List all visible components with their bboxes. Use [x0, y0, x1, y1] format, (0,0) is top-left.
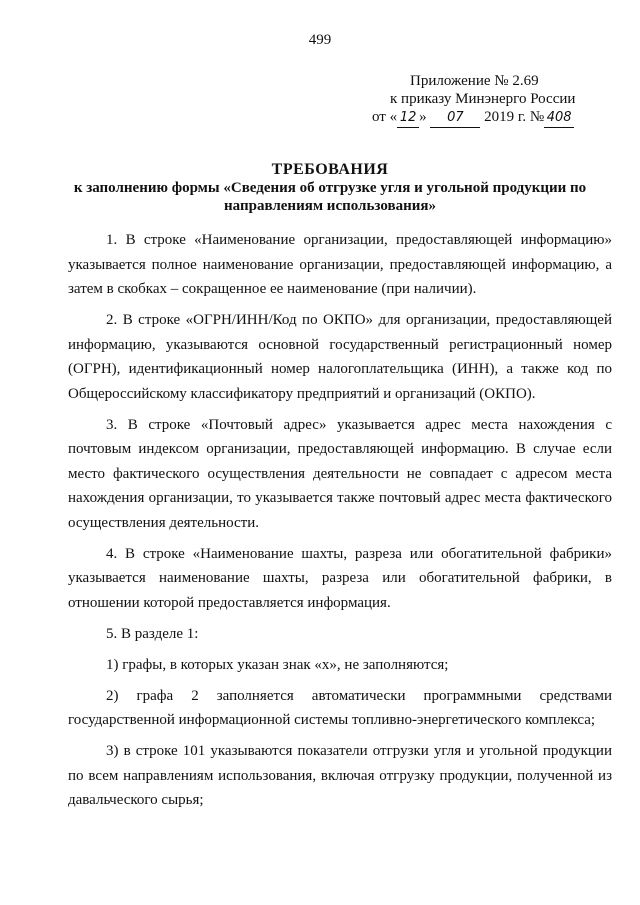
paragraph-5-item-1: 1) графы, в которых указан знак «x», не заполняются;: [106, 656, 449, 673]
paragraph-4: 4. В строке «Наименование шахты, разреза или обогатительной фабрики» указывается наименование шахты, разреза или обогатительной фабрики, в отношении которой предоставляется информация.: [68, 545, 612, 611]
handwritten-month: 07: [430, 109, 480, 128]
paragraph-3: 3. В строке «Почтовый адрес» указывается адрес места нахождения с почтовым индексом организации, предоставляющей информацию. В случае если место фактического осуществления деятельности не совпадает с адресом места нахождения организации, то указывается также почтовый адрес места фактического осуществления деятельности.: [68, 416, 612, 531]
paragraph-5-item-3: 3) в строке 101 указываются показатели отгрузки угля и угольной продукции по всем направлениям использования, включая отгрузку продукции, полученной из давальческого сырья;: [68, 743, 612, 808]
title-main: ТРЕБОВАНИЯ: [271, 161, 389, 178]
date-prefix: от «: [372, 109, 398, 125]
appendix-order-ref: к приказу Минэнерго России: [390, 91, 576, 107]
handwritten-order-number: 408: [544, 109, 574, 128]
appendix-date-line: [372, 108, 622, 128]
date-year: 2019 г. №: [480, 109, 545, 125]
title-subtitle-line1: к заполнению формы «Сведения об отгрузке угля и угольной продукции по: [73, 180, 587, 196]
title-subtitle-line2: направлениям использования»: [224, 198, 436, 214]
appendix-title: Приложение № 2.69: [410, 73, 539, 89]
date-mid: »: [419, 109, 431, 125]
paragraph-2: 2. В строке «ОГРН/ИНН/Код по ОКПО» для организации, предоставляющей информацию, указываются основной государственный регистрационный номер (ОГРН), идентификационный номер налогоплательщика (ИНН), а также код по Общероссийскому классификатору предприятий и организаций (ОКПО).: [68, 312, 612, 402]
document-title: [40, 161, 620, 215]
document-body: [68, 228, 612, 819]
page-number: 499: [308, 32, 332, 48]
paragraph-5: 5. В разделе 1:: [106, 625, 199, 642]
appendix-header: [372, 72, 622, 128]
paragraph-5-item-2: 2) графа 2 заполняется автоматически программными средствами государственной информационной системы топливно-энергетического комплекса;: [68, 687, 612, 728]
handwritten-day: 12: [397, 109, 419, 128]
paragraph-1: 1. В строке «Наименование организации, предоставляющей информацию» указывается полное наименование организации, предоставляющей информацию, а затем в скобках – сокращенное ее наименование (при наличии).: [68, 232, 612, 297]
